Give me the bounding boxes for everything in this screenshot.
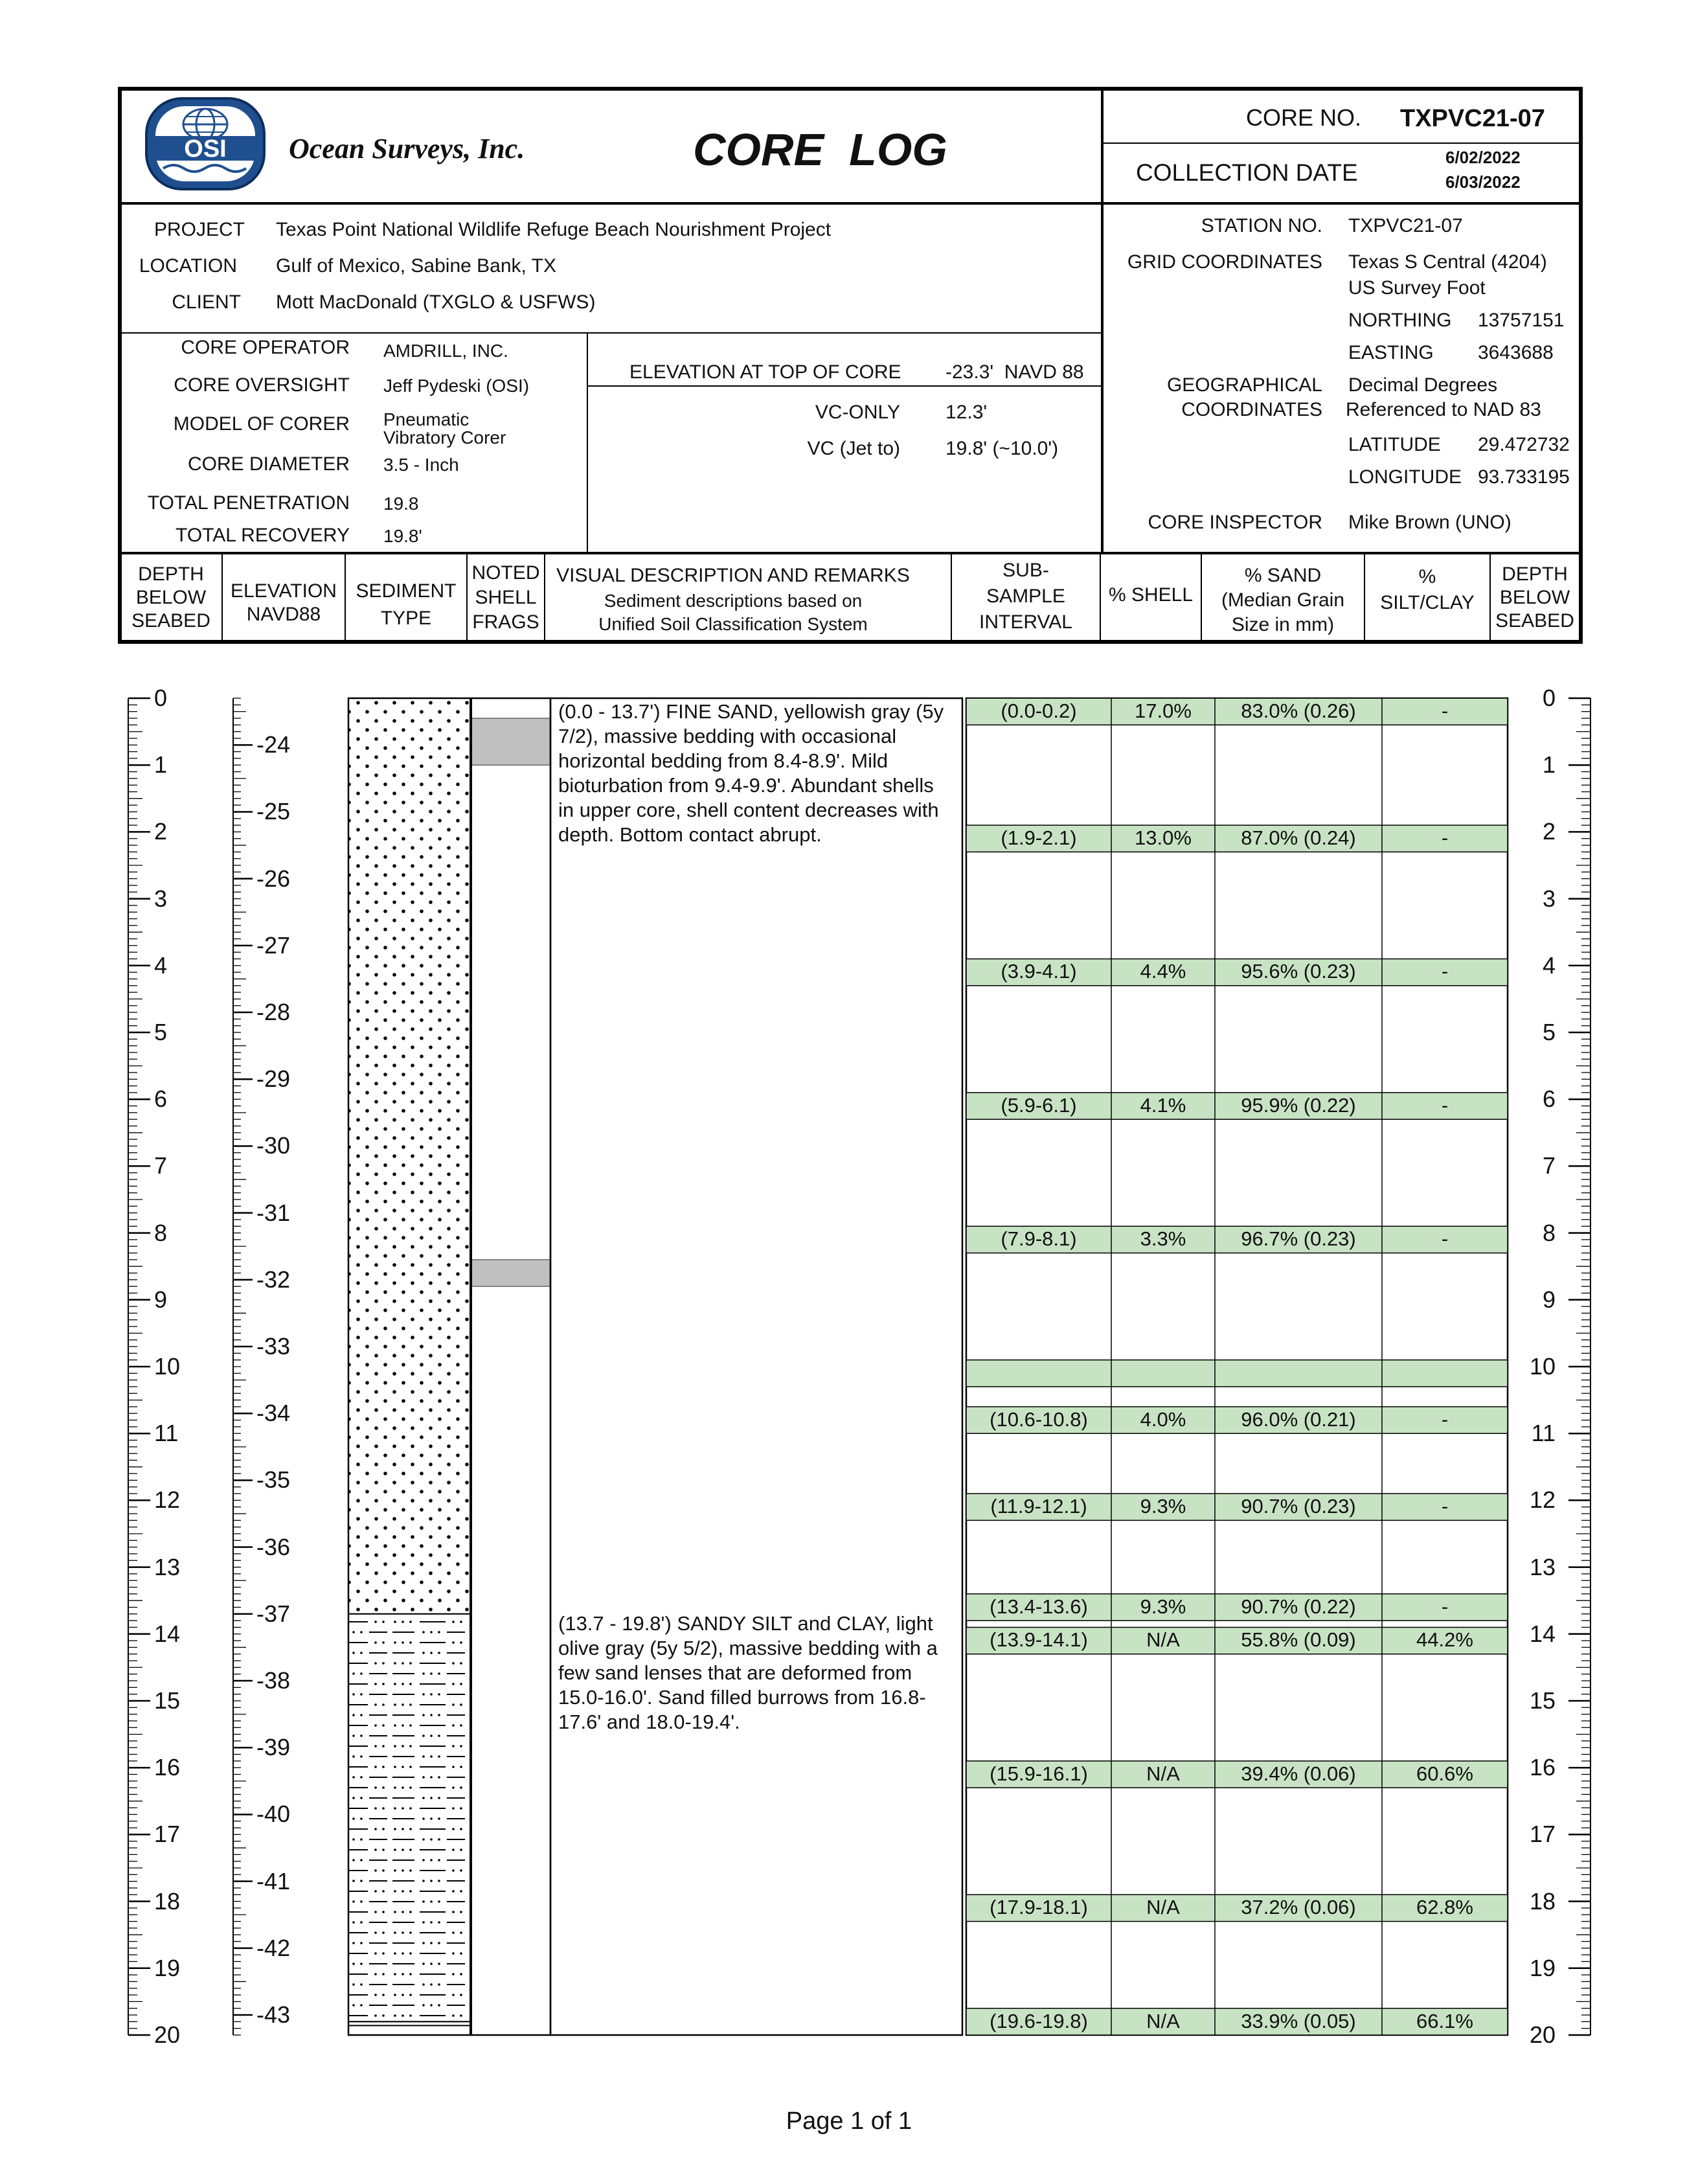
easting-label: EASTING (1348, 342, 1434, 363)
penetration-label: TOTAL PENETRATION (147, 492, 350, 514)
depth-label: 6 (1542, 1086, 1556, 1113)
sample-interval-cell: (7.9-8.1) (1001, 1227, 1077, 1251)
sample-sand-cell: 87.0% (0.24) (1241, 826, 1356, 850)
elevation-label: -36 (256, 1533, 291, 1560)
col-sediment-header-2: TYPE (380, 608, 432, 629)
depth-label: 4 (1542, 951, 1556, 979)
sample-sand-cell: 39.4% (0.06) (1241, 1762, 1356, 1785)
depth-label: 10 (154, 1353, 181, 1380)
vc-only-value: 12.3' (945, 402, 988, 423)
depth-label: 15 (154, 1687, 181, 1714)
depth-label: 4 (154, 951, 168, 979)
sample-shell-cell: 4.4% (1140, 960, 1186, 983)
elevation-label: -25 (256, 798, 291, 825)
latitude-label: LATITUDE (1348, 434, 1441, 455)
elevation-label: -40 (256, 1801, 291, 1828)
core-no-label: CORE NO. (1246, 104, 1362, 131)
station-value: TXPVC21-07 (1348, 215, 1463, 236)
elevation-label: -39 (256, 1734, 291, 1761)
elevation-label: -35 (256, 1466, 291, 1494)
geo-value-2: Referenced to NAD 83 (1346, 399, 1541, 420)
grid-value-1: Texas S Central (4204) (1348, 251, 1547, 273)
col-elevation-header-1: ELEVATION (231, 580, 337, 602)
sample-shell-cell: N/A (1146, 1628, 1180, 1652)
depth-label: 3 (154, 885, 168, 912)
depth-label: 20 (1529, 2021, 1556, 2048)
col-sediment-header-1: SEDIMENT (356, 580, 457, 602)
sample-silt-cell: - (1441, 1407, 1449, 1431)
depth-label: 18 (154, 1887, 181, 1915)
depth-label: 19 (1529, 1954, 1556, 1981)
depth-label: 7 (1542, 1152, 1556, 1179)
sample-interval-cell: (11.9-12.1) (990, 1495, 1087, 1518)
depth-label: 1 (1542, 751, 1556, 779)
depth-label: 19 (154, 1954, 181, 1981)
elevation-label: -27 (256, 931, 291, 959)
sample-shell-cell: 3.3% (1140, 1227, 1186, 1251)
longitude-label: LONGITUDE (1348, 466, 1462, 488)
elevation-top-value: -23.3' NAVD 88 (945, 361, 1084, 383)
shell-frag-mark (471, 718, 550, 765)
elevation-top-label: ELEVATION AT TOP OF CORE (629, 361, 901, 383)
recovery-label: TOTAL RECOVERY (175, 525, 350, 546)
sample-shell-cell: 4.1% (1140, 1093, 1186, 1117)
elevation-label: -37 (256, 1600, 291, 1627)
depth-label: 11 (1531, 1420, 1556, 1447)
col-depth-header-2: BELOW (135, 587, 207, 608)
operator-label: CORE OPERATOR (181, 337, 350, 358)
sample-shell-cell: 9.3% (1140, 1595, 1186, 1618)
description-silt-clay: (13.7 - 19.8') SANDY SILT and CLAY, light olive gray (5y 5/2), massive bedding with a few sand lenses that are deformed from 15.0-16.0'. Sand filled burrows from 16.8-17.6' and 18.0-19.4'. (558, 1612, 938, 1733)
vc-only-label: VC-ONLY (815, 402, 900, 423)
operator-value: AMDRILL, INC. (383, 341, 508, 361)
project-value: Texas Point National Wildlife Refuge Beach Nourishment Project (276, 219, 832, 240)
sample-shell-cell: N/A (1146, 1896, 1180, 1919)
sample-interval-cell: (5.9-6.1) (1001, 1093, 1077, 1117)
col-visual-header-3: Unified Soil Classification System (598, 614, 868, 634)
depth-label: 12 (1529, 1486, 1556, 1514)
depth-label: 15 (1529, 1687, 1556, 1714)
depth-label: 6 (154, 1086, 168, 1113)
col-depth-right-header-1: DEPTH (1502, 563, 1568, 585)
inspector-label: CORE INSPECTOR (1148, 512, 1322, 533)
elevation-label: -29 (256, 1065, 291, 1093)
depth-label: 8 (154, 1219, 168, 1246)
col-subsample-header-1: SUB- (1002, 560, 1049, 581)
sample-shell-cell: N/A (1146, 1762, 1180, 1785)
col-shell-frags-header-1: NOTED (471, 562, 540, 584)
grid-label: GRID COORDINATES (1127, 251, 1322, 273)
depth-label: 18 (1529, 1887, 1556, 1915)
col-shell-header: % SHELL (1108, 584, 1194, 606)
model-value-2: Vibratory Corer (383, 427, 506, 448)
company-name: Ocean Surveys, Inc. (289, 133, 525, 165)
sample-silt-cell: - (1441, 1227, 1449, 1251)
elevation-label: -32 (256, 1266, 291, 1293)
elevation-label: -26 (256, 865, 291, 892)
sample-interval-cell: (3.9-4.1) (1001, 960, 1077, 983)
diameter-label: CORE DIAMETER (187, 453, 350, 475)
col-depth-right-header-2: BELOW (1499, 587, 1570, 608)
geo-label-2: COORDINATES (1181, 399, 1322, 420)
depth-label: 1 (154, 751, 168, 779)
oversight-value: Jeff Pydeski (OSI) (383, 376, 530, 396)
sample-silt-cell: - (1441, 1495, 1449, 1518)
recovery-value: 19.8' (383, 526, 422, 546)
sample-sand-cell: 33.9% (0.05) (1241, 2009, 1356, 2032)
sample-silt-cell: 44.2% (1416, 1628, 1473, 1652)
vc-jet-value: 19.8' (~10.0') (945, 438, 1059, 459)
col-depth-header-1: DEPTH (138, 563, 204, 585)
client-label: CLIENT (172, 291, 241, 313)
elevation-label: -31 (256, 1199, 291, 1226)
sample-sand-cell: 90.7% (0.23) (1241, 1495, 1356, 1518)
sample-sand-cell: 96.0% (0.21) (1241, 1407, 1356, 1431)
col-shell-frags-header-2: SHELL (475, 587, 537, 608)
geo-value-1: Decimal Degrees (1348, 374, 1498, 396)
sample-silt-cell: 66.1% (1416, 2009, 1473, 2032)
sample-sand-cell: 83.0% (0.26) (1241, 700, 1356, 722)
depth-label: 14 (1529, 1620, 1556, 1647)
easting-value: 3643688 (1478, 342, 1554, 363)
penetration-value: 19.8 (383, 494, 419, 514)
col-depth-header-3: SEABED (131, 610, 210, 631)
sample-shell-cell: 9.3% (1140, 1495, 1186, 1518)
sediment-bottom (348, 2021, 470, 2035)
depth-label: 2 (1542, 818, 1556, 845)
sample-shell-cell: 13.0% (1135, 826, 1192, 850)
depth-label: 17 (154, 1821, 181, 1848)
col-silt-header-1: % (1418, 566, 1436, 587)
northing-value: 13757151 (1478, 310, 1565, 331)
depth-label: 16 (1529, 1754, 1556, 1781)
sample-sand-cell: 90.7% (0.22) (1241, 1595, 1356, 1618)
sample-interval-cell: (0.0-0.2) (1001, 700, 1077, 722)
elevation-label: -43 (256, 2001, 291, 2029)
elevation-label: -34 (256, 1400, 291, 1427)
sample-silt-cell: 60.6% (1416, 1762, 1473, 1785)
sample-interval-cell: (17.9-18.1) (990, 1896, 1088, 1919)
depth-label: 0 (1542, 685, 1556, 711)
depth-label: 11 (154, 1420, 179, 1447)
depth-label: 13 (1529, 1553, 1556, 1580)
sample-sand-cell: 55.8% (0.09) (1241, 1628, 1356, 1652)
col-visual-header-2: Sediment descriptions based on (604, 591, 863, 611)
col-sand-header-1: % SAND (1244, 565, 1322, 586)
longitude-value: 93.733195 (1478, 466, 1570, 488)
page-title: CORE LOG (693, 124, 947, 175)
sample-interval-cell: (13.9-14.1) (990, 1628, 1088, 1652)
sample-sand-cell: 37.2% (0.06) (1241, 1896, 1356, 1919)
elevation-label: -24 (256, 731, 291, 758)
latitude-value: 29.472732 (1478, 434, 1570, 455)
sediment-layer-sandy-silt-clay (348, 1614, 470, 2022)
depth-label: 12 (154, 1486, 181, 1514)
inspector-value: Mike Brown (UNO) (1348, 512, 1511, 533)
grid-value-2: US Survey Foot (1348, 277, 1486, 299)
sample-silt-cell: 62.8% (1416, 1896, 1473, 1919)
col-subsample-header-3: INTERVAL (979, 611, 1072, 633)
sample-interval-cell: (13.4-13.6) (990, 1595, 1088, 1618)
vc-jet-label: VC (Jet to) (807, 438, 900, 459)
col-visual-header-1: VISUAL DESCRIPTION AND REMARKS (556, 565, 910, 586)
elevation-label: -41 (256, 1867, 291, 1894)
elevation-label: -28 (256, 999, 291, 1026)
sample-shell-cell: 17.0% (1135, 700, 1192, 722)
sample-interval-cell: (19.6-19.8) (990, 2009, 1088, 2032)
depth-label: 8 (1542, 1219, 1556, 1246)
depth-label: 13 (154, 1553, 181, 1580)
depth-label: 10 (1529, 1353, 1556, 1380)
sample-silt-cell: - (1441, 826, 1449, 850)
depth-label: 5 (1542, 1019, 1556, 1045)
collection-label: COLLECTION DATE (1136, 159, 1358, 186)
sample-interval-cell: (15.9-16.1) (990, 1762, 1088, 1785)
logo-text: OSI (184, 135, 227, 163)
sample-sand-cell: 95.6% (0.23) (1241, 960, 1356, 983)
model-value-1: Pneumatic (383, 409, 470, 429)
core-no-value: TXPVC21-07 (1400, 105, 1545, 132)
location-label: LOCATION (139, 255, 237, 277)
depth-label: 20 (154, 2021, 181, 2048)
sample-silt-cell: - (1441, 960, 1449, 983)
geo-label-1: GEOGRAPHICAL (1166, 374, 1322, 396)
location-value: Gulf of Mexico, Sabine Bank, TX (276, 255, 556, 277)
sample-sand-cell: 96.7% (0.23) (1241, 1227, 1356, 1251)
northing-label: NORTHING (1348, 310, 1452, 331)
sample-silt-cell: - (1441, 1093, 1449, 1117)
col-shell-frags-header-3: FRAGS (472, 611, 539, 633)
depth-label: 7 (154, 1152, 168, 1179)
client-value: Mott MacDonald (TXGLO & USFWS) (276, 291, 596, 313)
description-sand: (0.0 - 13.7') FINE SAND, yellowish gray (5y 7/2), massive bedding with occasional horizontal bedding from 8.4-8.9'. Mild bioturbation from 9.4-9.9'. Abundant shells in upper core, shell content decreases with depth. Bottom contact abrupt. (558, 700, 944, 846)
col-subsample-header-2: SAMPLE (986, 586, 1065, 607)
sample-interval-cell: (1.9-2.1) (1001, 826, 1077, 850)
col-sand-header-2: (Median Grain (1221, 589, 1345, 611)
oversight-label: CORE OVERSIGHT (174, 374, 350, 396)
page-footer: Page 1 of 1 (786, 2108, 912, 2135)
depth-label: 9 (1542, 1286, 1556, 1313)
depth-label: 17 (1529, 1821, 1556, 1848)
depth-label: 3 (1542, 885, 1556, 912)
depth-label: 2 (154, 818, 168, 845)
project-label: PROJECT (153, 219, 245, 240)
elevation-label: -38 (256, 1667, 291, 1694)
elevation-label: -33 (256, 1333, 291, 1360)
sample-shell-cell: 4.0% (1140, 1407, 1186, 1431)
sample-interval-cell: (10.6-10.8) (990, 1407, 1088, 1431)
sample-silt-cell: - (1441, 1595, 1449, 1618)
depth-label: 0 (154, 685, 168, 711)
depth-label: 9 (154, 1286, 168, 1313)
sample-row-bg (966, 1360, 1508, 1387)
description-column-frame (550, 698, 962, 2035)
depth-label: 5 (154, 1019, 168, 1045)
col-elevation-header-2: NAVD88 (246, 604, 321, 625)
elevation-label: -30 (256, 1132, 291, 1159)
col-sand-header-3: Size in mm) (1231, 614, 1335, 635)
sample-silt-cell: - (1441, 700, 1449, 722)
station-label: STATION NO. (1201, 215, 1322, 236)
shell-frag-mark (471, 1260, 550, 1286)
sample-shell-cell: N/A (1146, 2009, 1180, 2032)
model-label: MODEL OF CORER (173, 413, 350, 435)
collection-date-1: 6/02/2022 (1445, 148, 1521, 167)
col-depth-right-header-3: SEABED (1495, 610, 1574, 631)
collection-date-2: 6/03/2022 (1445, 172, 1521, 192)
sediment-layer-fine-sand (348, 698, 470, 1614)
elevation-label: -42 (256, 1934, 291, 1961)
col-silt-header-2: SILT/CLAY (1380, 592, 1475, 613)
depth-label: 16 (154, 1754, 181, 1781)
sample-sand-cell: 95.9% (0.22) (1241, 1093, 1356, 1117)
diameter-value: 3.5 - Inch (383, 455, 459, 475)
depth-label: 14 (154, 1620, 181, 1647)
